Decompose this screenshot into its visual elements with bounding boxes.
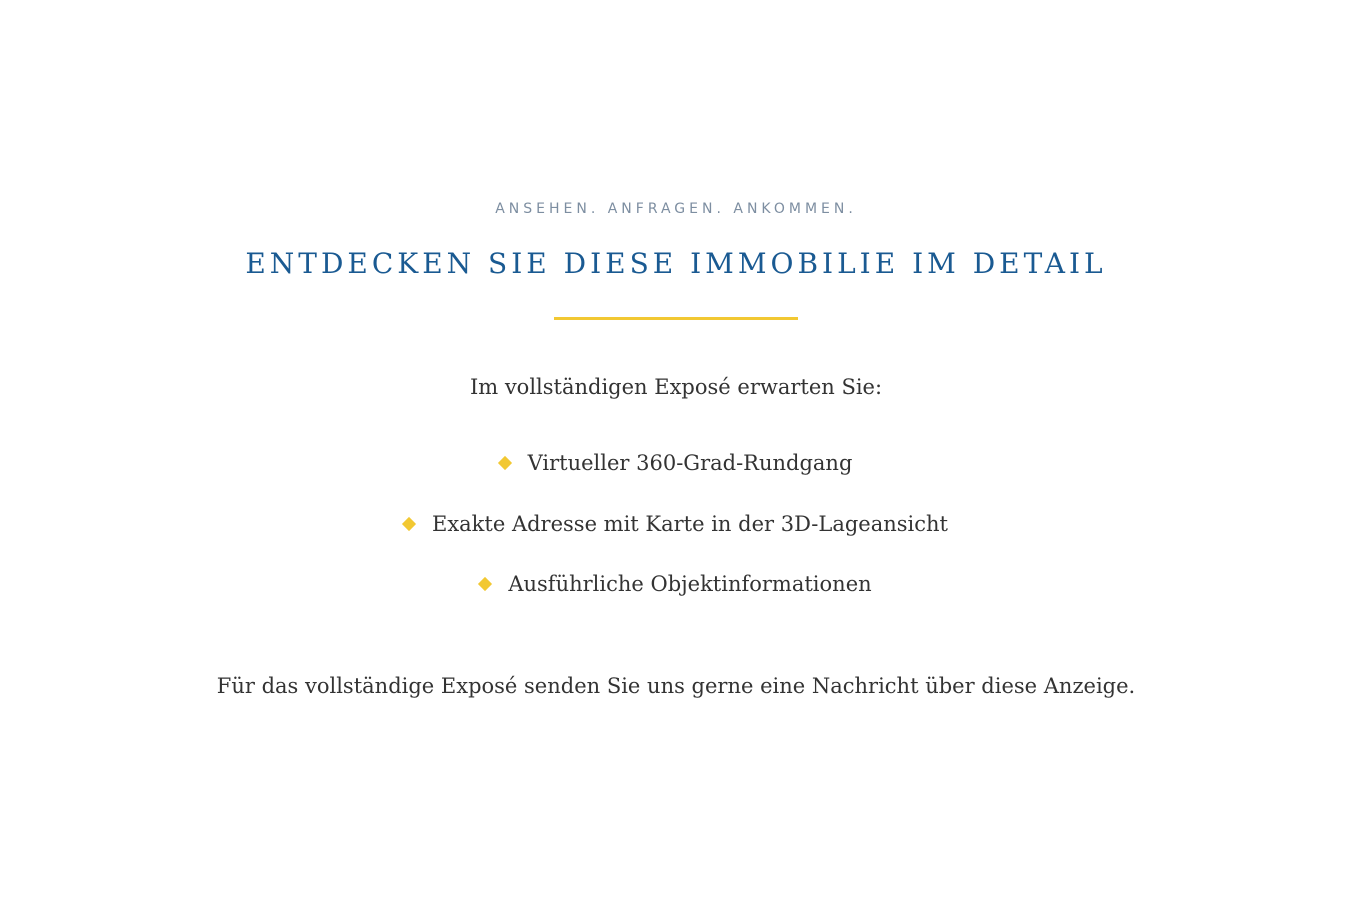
title-divider — [554, 317, 798, 320]
feature-label: Exakte Adresse mit Karte in der 3D-Lageansicht — [431, 511, 948, 536]
section-title: ENTDECKEN SIE DIESE IMMOBILIE IM DETAIL — [245, 247, 1107, 280]
feature-item — [0, 567, 1352, 628]
feature-item — [0, 507, 1352, 568]
eyebrow-text: ANSEHEN. ANFRAGEN. ANKOMMEN. — [495, 201, 857, 217]
diamond-bullet-icon — [402, 516, 416, 530]
feature-item — [0, 446, 1352, 507]
diamond-bullet-icon — [478, 577, 492, 591]
feature-list — [0, 446, 1352, 628]
feature-label: Virtueller 360-Grad-Rundgang — [527, 451, 853, 475]
intro-text: Im vollständigen Exposé erwarten Sie: — [469, 375, 883, 399]
feature-label: Ausführliche Objektinformationen — [508, 572, 872, 596]
cta-text: Für das vollständige Exposé senden Sie uns gerne eine Nachricht über diese Anzeige. — [216, 674, 1136, 698]
diamond-bullet-icon — [498, 456, 512, 470]
